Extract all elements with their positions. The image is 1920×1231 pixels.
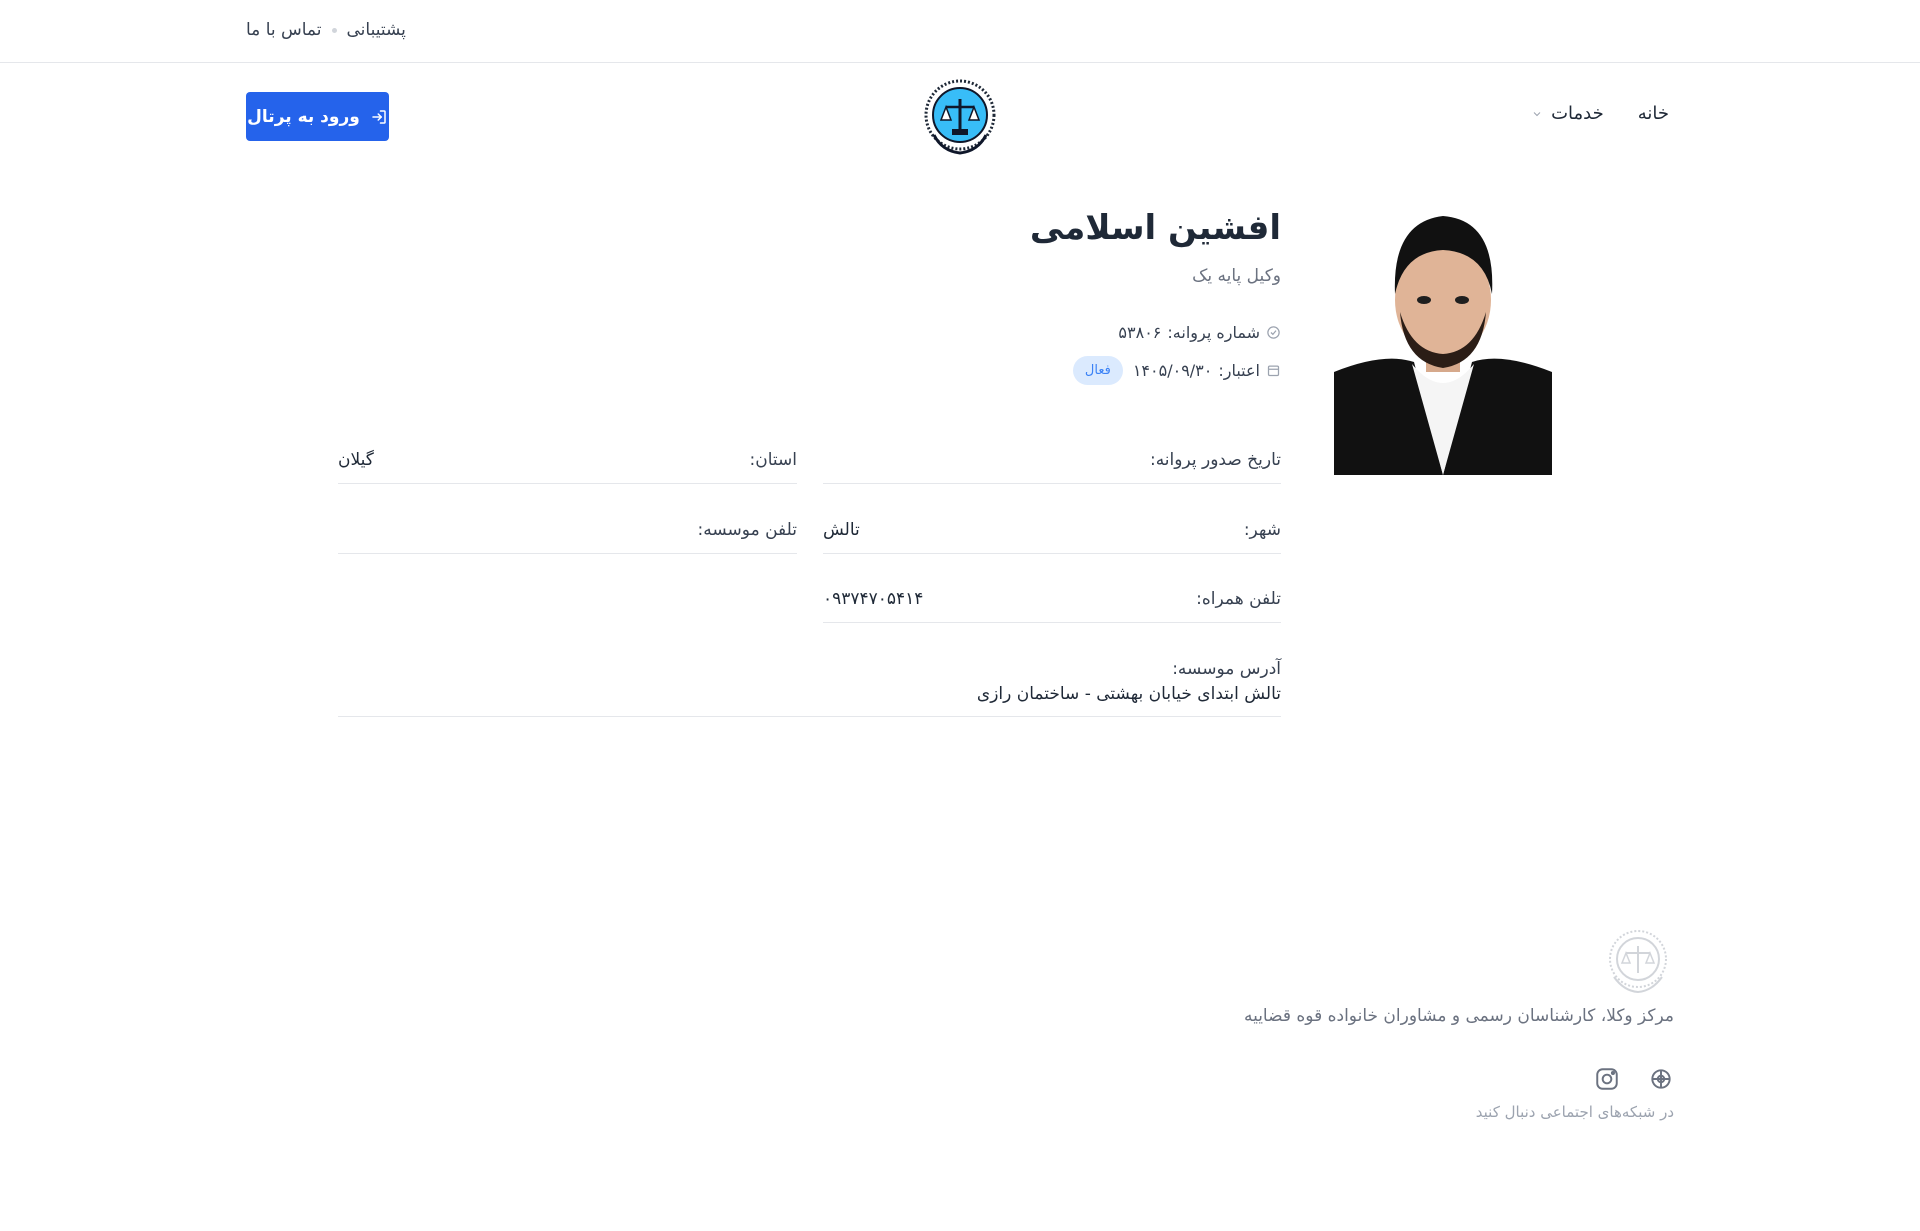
instagram-icon[interactable] <box>1594 1066 1620 1092</box>
status-badge: فعال <box>1073 356 1123 385</box>
separator-dot <box>332 28 337 33</box>
license-label: شماره پروانه: <box>1167 323 1260 342</box>
province-field <box>338 450 797 484</box>
top-bar <box>0 0 1920 63</box>
profile-info <box>1029 208 1281 380</box>
nav-home[interactable]: خانه <box>1637 103 1669 124</box>
address-value: تالش ابتدای خیابان بهشتی - ساختمان رازی <box>976 684 1281 704</box>
license-number: ۵۳۸۰۶ <box>1118 323 1162 342</box>
top-links <box>246 20 406 40</box>
address-field <box>338 659 1281 717</box>
city-value: تالش <box>823 520 860 540</box>
province-label: استان: <box>749 450 797 470</box>
city-label: شهر: <box>1243 520 1281 540</box>
office-phone-field <box>338 520 797 554</box>
license-row <box>1118 323 1281 342</box>
validity-date: ۱۴۰۵/۰۹/۳۰ <box>1132 361 1213 380</box>
footer-org-name: مرکز وکلا، کارشناسان رسمی و مشاوران خانواده قوه قضاییه <box>1243 1006 1674 1026</box>
main-header <box>0 63 1920 173</box>
judiciary-logo[interactable] <box>922 77 998 157</box>
province-value: گیلان <box>338 450 374 470</box>
lawyer-photo <box>1334 202 1552 475</box>
network-icon[interactable] <box>1648 1066 1674 1092</box>
nav-services-label: خدمات <box>1551 103 1604 124</box>
office-phone-label: تلفن موسسه: <box>697 520 797 540</box>
mobile-value: ۰۹۳۷۴۷۰۵۴۱۴ <box>823 589 924 609</box>
follow-text: در شبکه‌های اجتماعی دنبال کنید <box>1475 1103 1674 1121</box>
social-links <box>1594 1066 1674 1092</box>
portal-login-label: ورود به پرتال <box>247 106 360 127</box>
city-field <box>823 520 1281 554</box>
mobile-label: تلفن همراه: <box>1196 589 1281 609</box>
contact-link[interactable]: تماس با ما <box>246 20 322 40</box>
address-label: آدرس موسسه: <box>1172 659 1281 679</box>
chevron-down-icon <box>1531 108 1543 120</box>
lawyer-name: افشین اسلامی <box>1029 208 1281 248</box>
nav-services[interactable] <box>1531 103 1604 124</box>
calendar-icon <box>1266 363 1281 378</box>
portal-login-button[interactable] <box>246 92 389 141</box>
support-link[interactable]: پشتیبانی <box>346 20 406 40</box>
validity-row <box>1073 356 1281 385</box>
validity-label: اعتبار: <box>1218 361 1260 380</box>
lawyer-title: وکیل پایه یک <box>1192 266 1281 286</box>
main-nav <box>1531 103 1669 124</box>
mobile-field <box>823 589 1281 623</box>
check-circle-icon <box>1266 325 1281 340</box>
login-icon <box>370 108 388 126</box>
issue-date-field <box>823 450 1281 484</box>
issue-date-label: تاریخ صدور پروانه: <box>1149 450 1281 470</box>
footer-logo <box>1604 927 1672 995</box>
